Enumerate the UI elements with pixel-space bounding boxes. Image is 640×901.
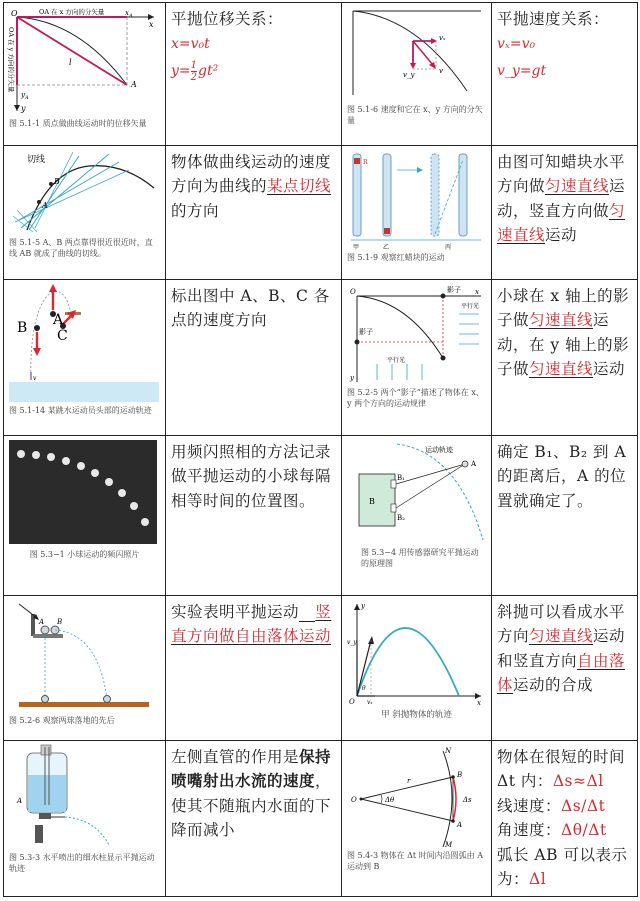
text-sensor-cell [492, 436, 638, 596]
a-label: A [457, 821, 463, 829]
fig-two-balls-cell [4, 596, 166, 741]
point-a-label: A [42, 201, 48, 210]
velocity-formula-y: v_y=gt [497, 63, 547, 80]
y-axis-label: y [350, 374, 354, 382]
vy-label: v_y [403, 71, 415, 79]
bottle-text: 左侧直管的作用是保持喷嘴射出水流的速度，使其不随瓶内水面的下降而减小 [171, 747, 332, 840]
origin-label: O [11, 9, 18, 18]
text-candle-cell [492, 146, 638, 280]
text-shadow-cell [492, 280, 638, 436]
y-axis-label: y [21, 104, 26, 113]
xa-label: $x_A$ [125, 9, 133, 19]
n-label: N [445, 747, 452, 755]
r-label: r [407, 777, 411, 785]
figure-caption: 图 5.1-5 A、B 两点靠得很近很近时，直线 AB 就成了曲线的切线。 [9, 238, 153, 258]
strobe-text: 用频闪照相的方法记录做平抛运动的小球每隔相等时间的位置图。 [171, 443, 332, 510]
parallel-light-bottom-label: 平行光 [387, 357, 406, 364]
point-b-label: B [54, 177, 60, 186]
strobe-photo [9, 440, 157, 544]
x-axis-label: x [475, 288, 479, 296]
text-oblique-cell [492, 596, 638, 741]
ds-label: Δs [463, 796, 472, 804]
fig-oblique-cell [342, 596, 492, 741]
m-label: M [445, 841, 453, 849]
b2-label: B₂ [397, 514, 405, 522]
ya-label: $y_A$ [21, 91, 29, 101]
tangent-label: 切线 [27, 155, 46, 165]
velocity-title: 平抛速度关系： [497, 10, 610, 28]
tangent-diagram [9, 150, 159, 232]
l-label: l [69, 58, 72, 67]
figure-caption: 图 5.3−1 小球运动的频闪照片 [29, 550, 140, 559]
v-label: v [439, 67, 443, 75]
sensor-principle-diagram [347, 440, 485, 546]
figure-caption: 图 5.2-6 观察两球落地的先后 [9, 716, 115, 725]
displacement-title: 平抛位移关系： [171, 10, 284, 28]
ball-a-label: A [39, 618, 45, 626]
point-a-label: A [53, 312, 64, 328]
figure-caption: 图 5.1-9 观察红蜡块的运动 [347, 253, 445, 262]
displacement-vector-diagram [9, 7, 159, 115]
shadow-projection-diagram [347, 284, 485, 384]
oblique-projectile-diagram [347, 600, 485, 706]
figure-caption: 图 5.1-14 某跳水运动员头部的运动轨迹 [9, 406, 152, 415]
fig-candle-cell [342, 146, 492, 280]
b1-label: B₁ [397, 474, 405, 482]
displacement-formula-x: x=v₀t [171, 36, 210, 53]
figure-caption: 图 5.4-3 物体在 Δt 时间内沿圆弧由 A 运动到 B [347, 851, 483, 871]
oblique-text: 斜抛可以看成水平方向匀速直线运动和竖直方向自由落体运动的合成 [497, 603, 626, 695]
row-two-balls-oblique [4, 596, 638, 741]
shadow-top-label: 影子 [447, 286, 461, 294]
row-displacement-velocity [4, 3, 638, 146]
shadow-text: 小球在 x 轴上的影子做匀速直线运动，在 y 轴上的影子做匀速直线运动 [497, 287, 630, 379]
x-axis-label: x [149, 20, 154, 29]
displacement-formula-y: y= $\frac{1}{2}$ gt² [171, 59, 219, 83]
text-diver-cell [166, 280, 342, 436]
text-two-balls-cell [166, 596, 342, 741]
shadow-left-label: 影子 [359, 328, 373, 336]
yi-label: 乙 [383, 244, 390, 251]
row-strobe-sensor [4, 436, 638, 596]
fig-circular-cell [342, 741, 492, 897]
fig-displacement-cell [4, 3, 166, 146]
oa-y-label: OA 在 y 方向的分矢量 [7, 27, 15, 93]
fig-tangent-cell [4, 146, 166, 280]
fig-velocity-cell [342, 3, 492, 146]
figure-caption: 图 5.3-3 水平喷出的细水柱显示平抛运动轨迹 [9, 853, 155, 873]
text-strobe-cell [166, 436, 342, 596]
red-candle-diagram [347, 150, 485, 250]
b-label: B [457, 771, 463, 779]
origin-label: O [349, 698, 355, 706]
velocity-components-diagram [347, 7, 485, 99]
candle-text: 由图可知蜡块水平方向做匀速直线运动，竖直方向做匀速直线运动 [497, 153, 626, 245]
text-bottle-cell [166, 741, 342, 897]
row-diver-shadow [4, 280, 638, 436]
vx-label: vₓ [367, 699, 373, 706]
x-axis-label: x [477, 699, 481, 707]
figure-caption: 图 5.1-6 速度和它在 x、y 方向的分矢量 [347, 105, 483, 125]
row-bottle-circular [4, 741, 638, 897]
figure-caption: 甲 斜抛物体的轨迹 [381, 710, 452, 720]
point-c-label: C [57, 328, 68, 344]
diver-trajectory-diagram [9, 284, 159, 402]
v-label: v [33, 375, 37, 382]
worksheet-table [3, 2, 638, 897]
two-balls-drop-diagram [9, 600, 159, 710]
point-a-label: A [131, 80, 137, 89]
origin-label: O [350, 288, 356, 296]
water-bottle-diagram [9, 745, 159, 849]
track-label: 运动轨迹 [425, 446, 453, 454]
parallel-light-right-label: 平行光 [461, 303, 480, 310]
jia-label: 甲 [353, 244, 360, 251]
fig-shadow-cell [342, 280, 492, 436]
sensor-text: 确定 B₁、B₂ 到 A 的距离后，A 的位置就确定了。 [497, 443, 627, 510]
fig-sensor-cell [342, 436, 492, 596]
velocity-formula-x: vₓ=v₀ [497, 36, 536, 53]
vy-label: v_y [347, 639, 357, 646]
oa-x-label: OA 在 x 方向的分矢量 [39, 8, 105, 16]
circular-arc-diagram [347, 745, 485, 849]
circular-text: 物体在很短的时间 Δt 内：Δs≈Δl 线速度：Δs/Δt 角速度：Δθ/Δt 弧长 AB 可以表示为：Δl [497, 748, 628, 889]
a-label: A [17, 797, 23, 805]
dtheta-label: Δθ [385, 796, 395, 804]
figure-caption: 图 5.1-1 质点做曲线运动时的位移矢量 [9, 119, 147, 128]
diver-text: 标出图中 A、B、C 各点的速度方向 [171, 287, 330, 330]
o-label: O [351, 796, 357, 804]
a-label: A [471, 460, 477, 468]
figure-caption: 图 5.2-5 两个“影子”描述了物体在 x、y 两个方向的运动规律 [347, 388, 484, 408]
text-circular-cell [492, 741, 638, 897]
strobe-balls [9, 440, 157, 544]
y-axis-label: y [361, 602, 365, 610]
bing-label: 丙 [445, 244, 452, 251]
row-tangent-candle [4, 146, 638, 280]
fig-diver-cell [4, 280, 166, 436]
fig-bottle-cell [4, 741, 166, 897]
text-displacement-cell [166, 3, 342, 146]
tangent-text: 物体做曲线运动的速度方向为曲线的某点切线的方向 [171, 153, 332, 220]
figure-caption: 图 5.3−4 用传感器研究平抛运动的原理图 [361, 548, 479, 568]
two-balls-text: 实验表明平抛运动 竖直方向做自由落体运动 [171, 603, 332, 646]
b-label: B [369, 497, 375, 506]
point-b-label: B [17, 320, 28, 336]
fig-strobe-cell [4, 436, 166, 596]
vx-label: vₓ [439, 34, 446, 42]
theta-label: θ [362, 685, 366, 692]
text-velocity-cell [492, 3, 638, 146]
r-label: R [363, 159, 368, 166]
text-tangent-cell [166, 146, 342, 280]
ball-b-label: B [57, 618, 63, 626]
